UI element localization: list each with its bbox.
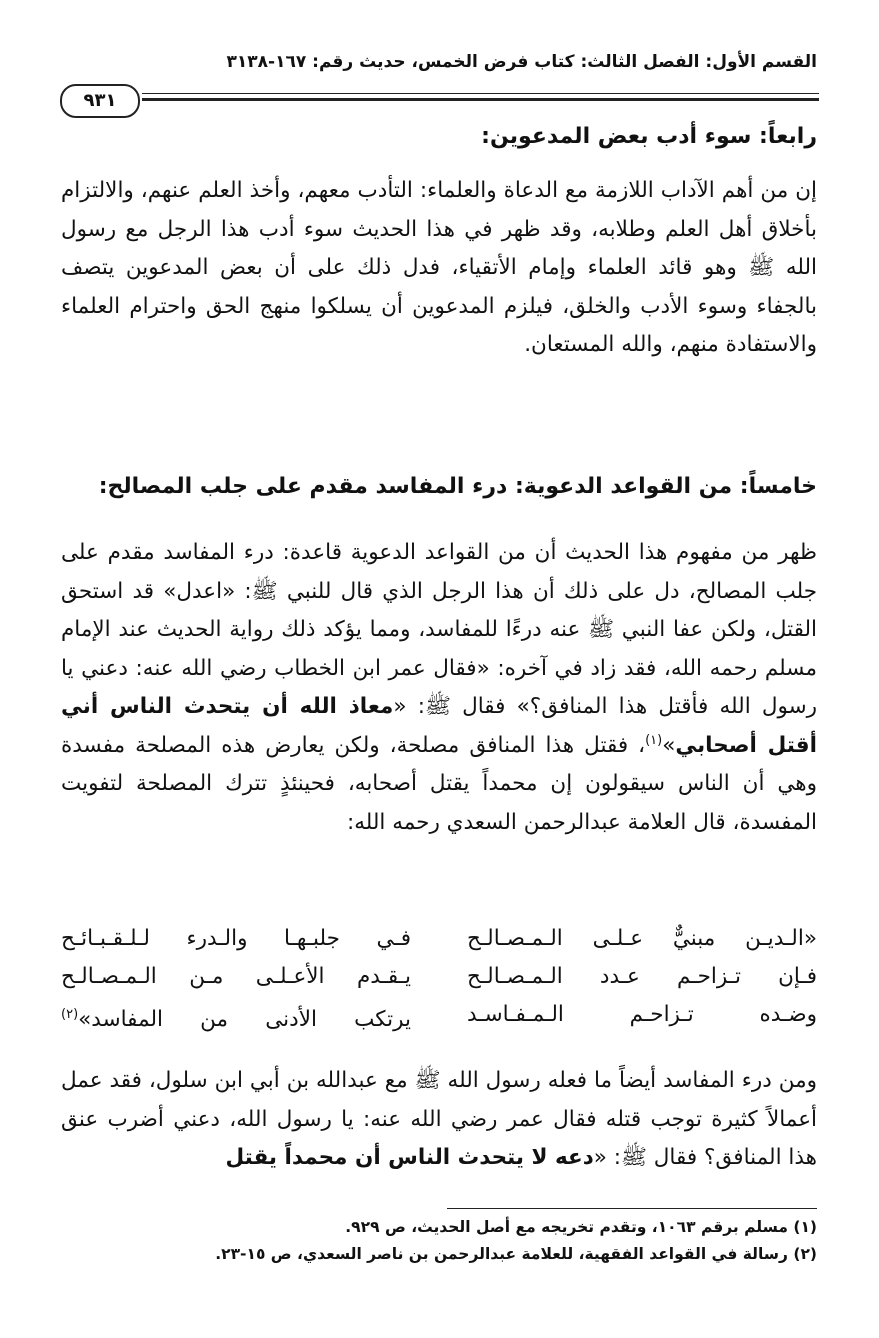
section-5-paragraph-1 — [61, 534, 817, 842]
verse-second-hemistich — [61, 996, 411, 1034]
paragraph-text: ظهر من مفهوم هذا الحديث أن من القواعد الدعوية قاعدة: درء المفاسد مقدم على جلب المصالح، دل على ذلك أن هذا الرجل الذي قال للنبي ﷺ: «اعدل» قد استحق القتل، ولكن عفا النبي ﷺ عنه درءًا للمفاسد، ومما يؤكد ذلك رواية الحديث عند الإمام مسلم رحمه الله، فقد زاد في آخره: «فقال عمر ابن الخطاب رضي الله عنه: دعني يا رسول الله فأقتل هذا المنافق؟» فقال ﷺ: « — [61, 540, 818, 719]
section-heading-5: خامساً: من القواعد الدعوية: درء المفاسد مقدم على جلب المصالح: — [98, 474, 817, 499]
footnote-1: (١) مسلم برقم ١٠٦٣، وتقدم تخريجه مع أصل الحديث، ص ٩٢٩. — [345, 1218, 817, 1236]
verse-second-hemistich: فـي جلبـهـا والـدرء لـلـقـبـائـح — [61, 926, 411, 951]
verse-second-hemistich: يـقـدم الأعـلـى مـن الـمـصـالـح — [61, 964, 411, 989]
running-header: القسم الأول: الفصل الثالث: كتاب فرض الخمس، حديث رقم: ١٦٧-٣١٣٨ — [226, 52, 817, 72]
quote-close: » — [662, 732, 676, 758]
poem-verse — [61, 920, 817, 958]
verse-first-hemistich: وضـده تـزاحـم الـمـفـاسـد — [467, 1002, 817, 1027]
footnote-ref-1: (١) — [645, 732, 663, 748]
hadith-quote-bold: معاذ الله أن يتحدث الناس أني أقتل أصحابي — [61, 694, 817, 758]
poem-verse — [61, 958, 817, 996]
page-number: ٩٣١ — [60, 84, 140, 118]
section-4-paragraph: إن من أهم الآداب اللازمة مع الدعاة والعلماء: التأدب معهم، وأخذ العلم عنهم، والالتزام بأخلاق أهل العلم وطلابه، وقد ظهر في هذا الحديث سوء أدب هذا الرجل مع رسول الله ﷺ وهو قائد العلماء وإمام الأتقياء، فدل ذلك على أن بعض المدعوين يتصف بالجفاء وسوء الأدب والخلق، فيلزم المدعوين أن يسلكوا منهج الحق واحترام العلماء والاستفادة منهم، والله المستعان. — [61, 178, 817, 357]
verse-first-hemistich: «الـديـن مبنيٌّ عـلـى الـمـصـالـح — [467, 926, 817, 951]
verse-text: يرتكب الأدنى من المفاسد» — [78, 1007, 411, 1033]
verse-first-hemistich: فـإن تـزاحـم عـدد الـمـصـالـح — [467, 964, 817, 989]
footnote-separator — [447, 1208, 817, 1209]
paragraph-text: ومن درء المفاسد أيضاً ما فعله رسول الله ﷺ مع عبدالله بن أبي ابن سلول، فقد عمل أعمالاً كثيرة توجب قتله فقال عمر رضي الله عنه: يا رسول الله، دعني أضرب عنق هذا المنافق؟ فقال ﷺ: « — [61, 1068, 817, 1170]
header-rule-thick — [142, 98, 819, 101]
section-heading-4: رابعاً: سوء أدب بعض المدعوين: — [481, 124, 817, 149]
section-5-paragraph-2 — [61, 1062, 817, 1178]
hadith-quote-bold: دعه لا يتحدث الناس أن محمداً يقتل — [225, 1145, 594, 1170]
footnote-2: (٢) رسالة في القواعد الفقهية، للعلامة عبدالرحمن بن ناصر السعدي، ص ١٥-٢٣. — [215, 1245, 817, 1263]
paragraph-text-cont: ، فقتل هذا المنافق مصلحة، ولكن يعارض هذه المصلحة مفسدة وهي أن الناس سيقولون إن محمداً يقتل أصحابه، فحينئذٍ تترك المصلحة لتفويت المفسدة، قال العلامة عبدالرحمن السعدي رحمه الله: — [61, 732, 817, 835]
footnotes — [57, 1214, 817, 1268]
header-rule-thin — [142, 93, 819, 94]
poem-verses — [61, 920, 817, 1034]
footnote-ref-2: (٢) — [61, 1007, 79, 1022]
poem-verse — [61, 996, 817, 1034]
